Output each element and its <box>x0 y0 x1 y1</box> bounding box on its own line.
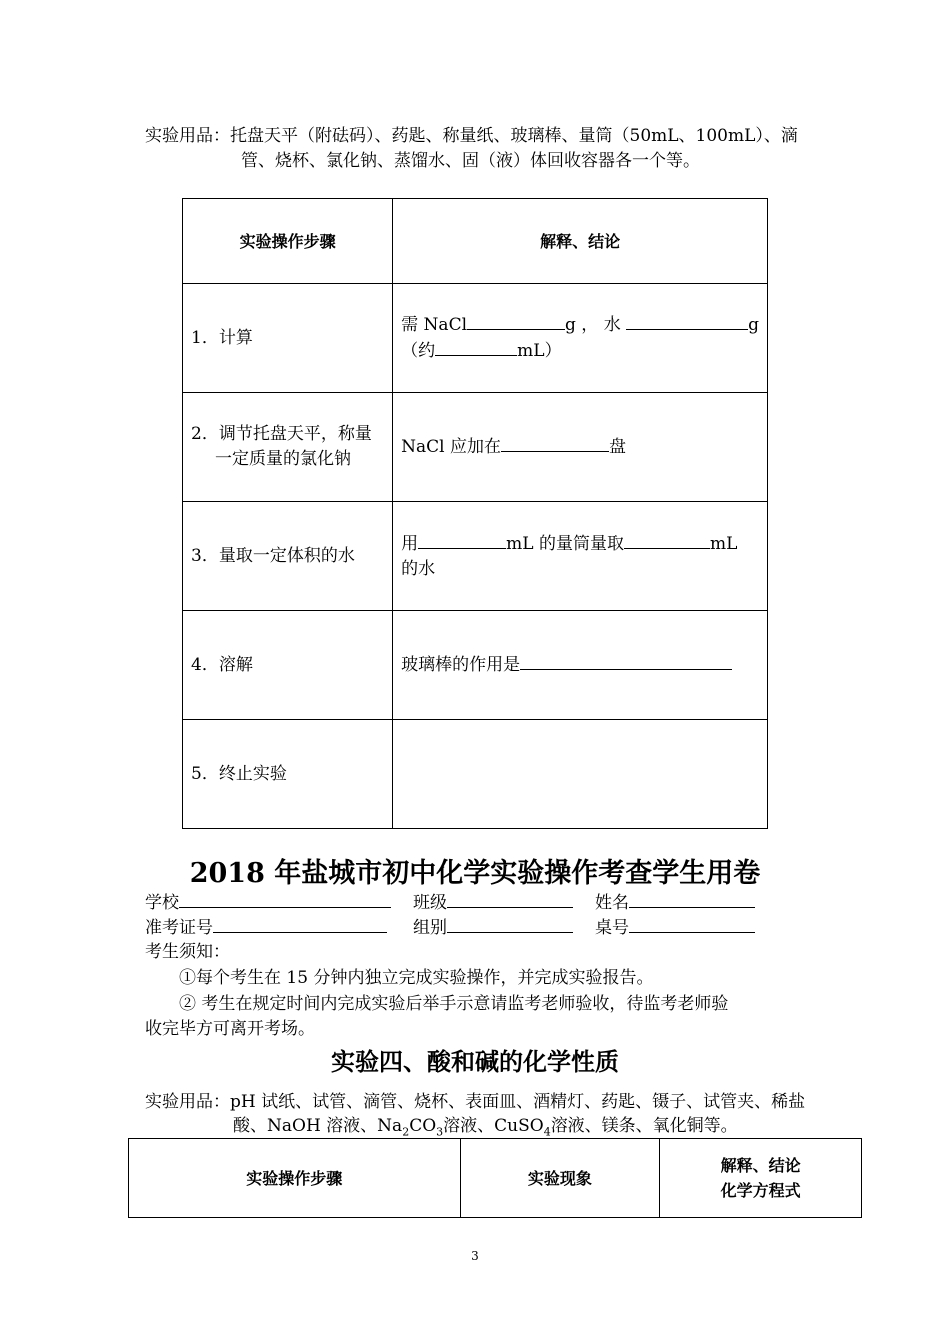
blank-water-mass[interactable] <box>626 312 748 330</box>
blank-cylinder-size[interactable] <box>418 531 506 549</box>
subscript: 3 <box>436 1125 444 1139</box>
blank-glass-rod-role[interactable] <box>520 652 732 670</box>
step-line-1: 2．调节托盘天平，称量 <box>191 424 372 444</box>
class-group <box>413 890 573 915</box>
section4-materials-line-1: 实验用品：pH 试纸、试管、滴管、烧杯、表面皿、酒精灯、药匙、镊子、试管夹、稀盐 <box>145 1092 806 1112</box>
exam-no-field[interactable] <box>213 915 387 933</box>
section4-table <box>128 1138 862 1218</box>
section4-title: 实验四、酸和碱的化学性质 <box>331 1048 619 1076</box>
cell-text: 的水 <box>401 558 436 579</box>
table-row <box>183 611 768 720</box>
group-field[interactable] <box>447 915 573 933</box>
desk-group <box>595 915 755 940</box>
conclusion-cell <box>393 284 768 393</box>
subscript: 4 <box>543 1125 551 1139</box>
desk-field[interactable] <box>629 915 755 933</box>
notice-item-1: ①每个考生在 15 分钟内独立完成实验操作，并完成实验报告。 <box>179 968 654 988</box>
blank-water-volume[interactable] <box>435 338 517 356</box>
cell-text: g <box>748 315 759 335</box>
cell-text: （约 <box>401 341 436 361</box>
header-conclusion <box>660 1139 862 1218</box>
name-group <box>595 890 755 915</box>
cell-text: 用 <box>401 533 419 554</box>
class-label: 班级 <box>413 893 447 913</box>
blank-volume[interactable] <box>624 531 710 549</box>
table-row <box>183 284 768 393</box>
notice-item-2-line-1: ② 考生在规定时间内完成实验后举手示意请监考老师验收，待监考老师验 <box>179 994 729 1014</box>
materials-line-2: 管、烧杯、氯化钠、蒸馏水、固（液）体回收容器各一个等。 <box>241 151 700 171</box>
materials-text: 酸、NaOH 溶液、Na <box>233 1116 403 1136</box>
experiment-table <box>182 198 768 829</box>
materials-text: CO <box>409 1116 437 1136</box>
blank-nacl-mass[interactable] <box>467 312 565 330</box>
table-row <box>183 720 768 829</box>
conclusion-cell <box>393 393 768 502</box>
name-label: 姓名 <box>595 893 629 913</box>
cell-text: 需 NaCl <box>401 315 468 335</box>
materials-text: 溶液、镁条、氧化铜等。 <box>550 1116 738 1136</box>
cell-text: mL） <box>517 341 562 361</box>
header-conclusion-line-1: 解释、结论 <box>720 1156 801 1175</box>
exam-title: 2018 年盐城市初中化学实验操作考查学生用卷 <box>189 858 761 889</box>
exam-no-label: 准考证号 <box>145 918 213 938</box>
subscript: 2 <box>402 1125 410 1139</box>
table-row <box>183 393 768 502</box>
cell-text: g ， 水 <box>565 315 627 335</box>
conclusion-cell <box>393 720 768 829</box>
cell-text: 盘 <box>609 437 627 457</box>
notice-heading: 考生须知： <box>145 942 230 962</box>
table-row <box>183 502 768 611</box>
conclusion-cell <box>393 502 768 611</box>
header-steps: 实验操作步骤 <box>183 199 393 284</box>
school-label: 学校 <box>145 893 179 913</box>
materials-line-1: 实验用品：托盘天平（附砝码）、药匙、称量纸、玻璃棒、量筒（50mL、100mL）、滴 <box>145 126 798 146</box>
step-cell: 1．计算 <box>183 284 393 393</box>
cell-text: mL 的量筒量取 <box>506 533 624 554</box>
step-cell: 5．终止实验 <box>183 720 393 829</box>
header-steps: 实验操作步骤 <box>129 1139 461 1218</box>
step-line-2: 一定质量的氯化钠 <box>215 449 351 469</box>
page-number: 3 <box>471 1249 479 1263</box>
class-field[interactable] <box>447 890 573 908</box>
notice-item-2-line-2: 收完毕方可离开考场。 <box>145 1019 315 1039</box>
school-field[interactable] <box>179 890 391 908</box>
cell-text: 玻璃棒的作用是 <box>401 655 521 675</box>
info-row-1 <box>145 890 391 915</box>
name-field[interactable] <box>629 890 755 908</box>
table-header-row <box>129 1139 862 1218</box>
header-conclusion-line-2: 化学方程式 <box>720 1181 801 1200</box>
step-cell <box>183 393 393 502</box>
header-phenomena: 实验现象 <box>460 1139 660 1218</box>
cell-text: NaCl 应加在 <box>401 437 502 457</box>
step-cell: 4．溶解 <box>183 611 393 720</box>
table-header-row <box>183 199 768 284</box>
step-cell: 3．量取一定体积的水 <box>183 502 393 611</box>
materials-text: 溶液、CuSO <box>443 1116 544 1136</box>
header-conclusion: 解释、结论 <box>393 199 768 284</box>
group-label: 组别 <box>413 918 447 938</box>
desk-label: 桌号 <box>595 918 629 938</box>
group-group <box>413 915 573 940</box>
conclusion-cell <box>393 611 768 720</box>
cell-text: mL <box>709 533 738 554</box>
info-row-2 <box>145 915 387 940</box>
blank-pan[interactable] <box>501 434 609 452</box>
